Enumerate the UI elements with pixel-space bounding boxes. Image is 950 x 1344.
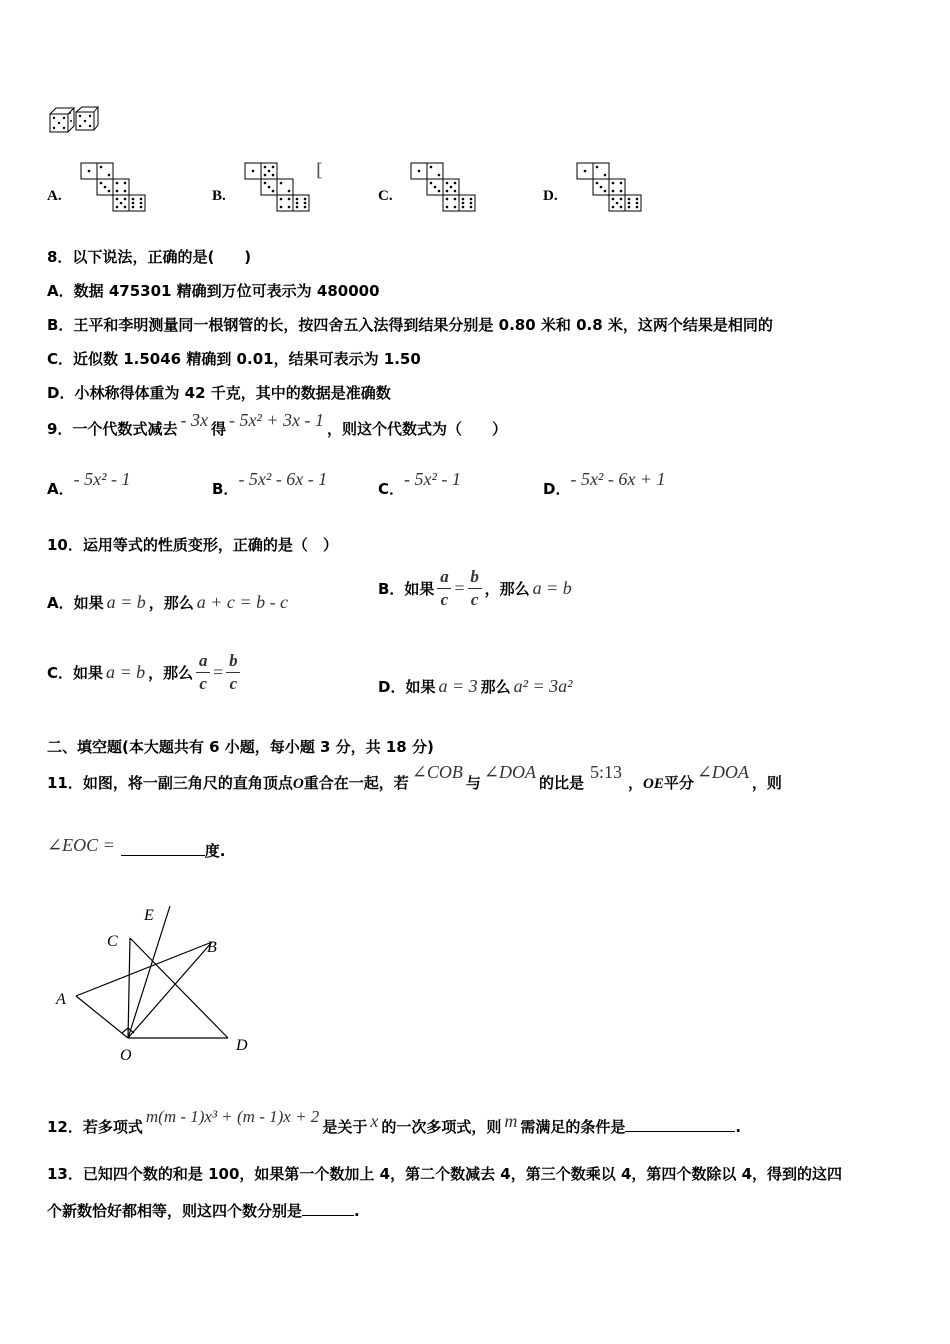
q9-option-d-label: D． (543, 480, 571, 498)
angle-doa: ∠DOA (483, 762, 536, 782)
q10-option-c-frac-left (196, 652, 210, 693)
q10-option-b-frac-left (437, 568, 451, 609)
q11-stem-part3: 的比是 (538, 774, 584, 792)
q8-option-c[interactable]: C．近似数 1.5046 精确到 0.01，结果可表示为 1.50 (47, 350, 421, 368)
q9-expr2: - 5x² + 3x - 1 (228, 410, 324, 430)
q11-stem-part4: ，则 (751, 774, 782, 792)
frac-num: a (440, 567, 449, 586)
q10-option-b-frac-right (468, 568, 482, 609)
q11-answer-line (47, 835, 226, 861)
q9-option-c[interactable] (378, 469, 461, 499)
angle-cob: ∠COB (411, 762, 463, 782)
q10-option-c-mid: ，那么 (148, 664, 194, 682)
q9-stem-part1: 9．一个代数式减去 (47, 420, 178, 438)
q13-line-2 (47, 1200, 360, 1221)
q12-end: . (735, 1118, 742, 1136)
q10-option-d-cond: a = 3 (438, 676, 478, 696)
fig-label-e: E (144, 907, 154, 924)
q10-option-a-label: A．如果 (47, 594, 104, 612)
q7-option-d-net (576, 162, 646, 218)
q11-pingfen: 平分 (663, 774, 694, 792)
ratio-value: 5:13 (589, 762, 622, 782)
frac-den: c (229, 674, 238, 693)
angle-doa-2: ∠DOA (696, 762, 749, 782)
q9-option-b-label: B． (212, 480, 239, 498)
q12-var-x: x (370, 1111, 379, 1131)
dice-pair-image (48, 106, 100, 138)
q10-option-a[interactable] (47, 592, 288, 613)
q7-option-a-net (80, 162, 150, 218)
fig-label-c: C (107, 933, 118, 950)
q10-option-a-mid: ，那么 (148, 594, 194, 612)
q10-option-c-frac-right (226, 652, 240, 693)
frac-den: c (470, 590, 479, 609)
q7-option-c-net (410, 162, 480, 218)
q9-expr1: - 3x (180, 410, 208, 430)
section-2-heading: 二、填空题(本大题共有 6 小题，每小题 3 分，共 18 分) (47, 738, 434, 756)
q9-option-d-expr: - 5x² - 6x + 1 (570, 469, 666, 489)
q10-stem: 10．运用等式的性质变形，正确的是（ ） (47, 536, 338, 554)
q10-option-b-mid: ，那么 (484, 580, 530, 598)
q11-comma: ， (627, 774, 643, 792)
q12-answer-blank[interactable] (625, 1117, 735, 1132)
oe-label: OE (642, 776, 664, 792)
fig-label-a: A (56, 991, 66, 1008)
q9-option-d[interactable] (543, 469, 666, 499)
q11-stem (47, 762, 782, 793)
q10-option-d-mid: 那么 (480, 678, 511, 696)
q11-stem-part2: 重合在一起，若 (303, 774, 409, 792)
fig-label-d: D (236, 1037, 248, 1054)
angle-eoc: ∠EOC = (47, 835, 115, 855)
q9-stem-part2: 得 (210, 420, 226, 438)
q12-stem-part4: 需满足的条件是 (520, 1118, 626, 1136)
frac-den: c (199, 674, 207, 693)
q9-option-a-expr: - 5x² - 1 (73, 469, 131, 489)
q9-option-b-expr: - 5x² - 6x - 1 (238, 469, 328, 489)
fig-label-o: O (120, 1047, 132, 1064)
q8-option-a[interactable]: A．数据 475301 精确到万位可表示为 480000 (47, 282, 380, 300)
q10-option-a-result: a + c = b - c (196, 592, 289, 612)
q9-option-a-label: A． (47, 480, 74, 498)
q9-option-c-label: C． (378, 480, 405, 498)
triangle-rulers-figure (50, 900, 265, 1074)
q11-answer-unit: 度. (204, 842, 226, 860)
q11-yu: 与 (465, 774, 481, 792)
frac-den: c (440, 590, 449, 609)
q12-stem (47, 1107, 742, 1137)
q10-option-c-label: C．如果 (47, 664, 104, 682)
q13-answer-blank[interactable] (302, 1201, 354, 1216)
q10-option-b[interactable] (378, 568, 572, 609)
q10-option-a-cond: a = b (106, 592, 146, 612)
q8-stem: 8．以下说法，正确的是( ) (47, 248, 252, 266)
q8-option-d[interactable]: D．小林称得体重为 42 千克，其中的数据是准确数 (47, 384, 391, 402)
q9-option-b[interactable] (212, 469, 328, 499)
q7-option-a-label[interactable]: A. (47, 188, 62, 204)
point-o-label: O (292, 776, 304, 792)
q13-line-1: 13．已知四个数的和是 100，如果第一个数加上 4，第二个数减去 4，第三个数乘以 4，第四个数除以 4，得到的这四 (47, 1165, 843, 1183)
q10-option-d[interactable] (378, 676, 573, 697)
q10-option-b-label: B．如果 (378, 580, 435, 598)
q10-option-c-cond: a = b (106, 662, 146, 682)
equals-sign: = (213, 662, 224, 682)
q7-option-d-label[interactable]: D. (543, 188, 558, 204)
q9-option-c-expr: - 5x² - 1 (404, 469, 461, 489)
q13-line-2-text: 个新数恰好都相等，则这四个数分别是 (47, 1202, 303, 1220)
q11-answer-blank[interactable] (121, 841, 205, 856)
fig-label-b: B (207, 939, 217, 956)
q9-stem-part3: ，则这个代数式为（ ） (326, 420, 507, 438)
q10-option-d-label: D．如果 (378, 678, 436, 696)
frac-num: b (229, 651, 238, 670)
q9-option-a[interactable] (47, 469, 131, 499)
equals-sign: = (454, 578, 465, 598)
q10-option-c[interactable] (47, 652, 243, 693)
q9-stem (47, 410, 507, 439)
q7-option-c-label[interactable]: C. (378, 188, 393, 204)
q12-polynomial: m(m - 1)x³ + (m - 1)x + 2 (145, 1107, 320, 1126)
q7-option-b-label[interactable]: B. (212, 188, 226, 204)
q8-option-b[interactable]: B．王平和李明测量同一根钢管的长，按四舍五入法得到结果分别是 0.80 米和 0.8 米，这两个结果是相同的 (47, 316, 773, 334)
q10-option-d-result: a² = 3a² (513, 676, 573, 696)
frac-num: a (198, 651, 208, 670)
stray-bracket: [ (316, 160, 324, 181)
q12-var-m: m (504, 1111, 518, 1131)
q12-stem-part2: 是关于 (322, 1118, 368, 1136)
q11-stem-part1: 11．如图，将一副三角尺的直角顶点 (47, 774, 293, 792)
q10-option-b-result: a = b (532, 578, 572, 598)
q13-end: . (354, 1202, 360, 1220)
frac-num: b (470, 567, 479, 586)
q7-option-b-net (244, 162, 314, 218)
q12-stem-part1: 12．若多项式 (47, 1118, 143, 1136)
q12-stem-part3: 的一次多项式，则 (381, 1118, 502, 1136)
